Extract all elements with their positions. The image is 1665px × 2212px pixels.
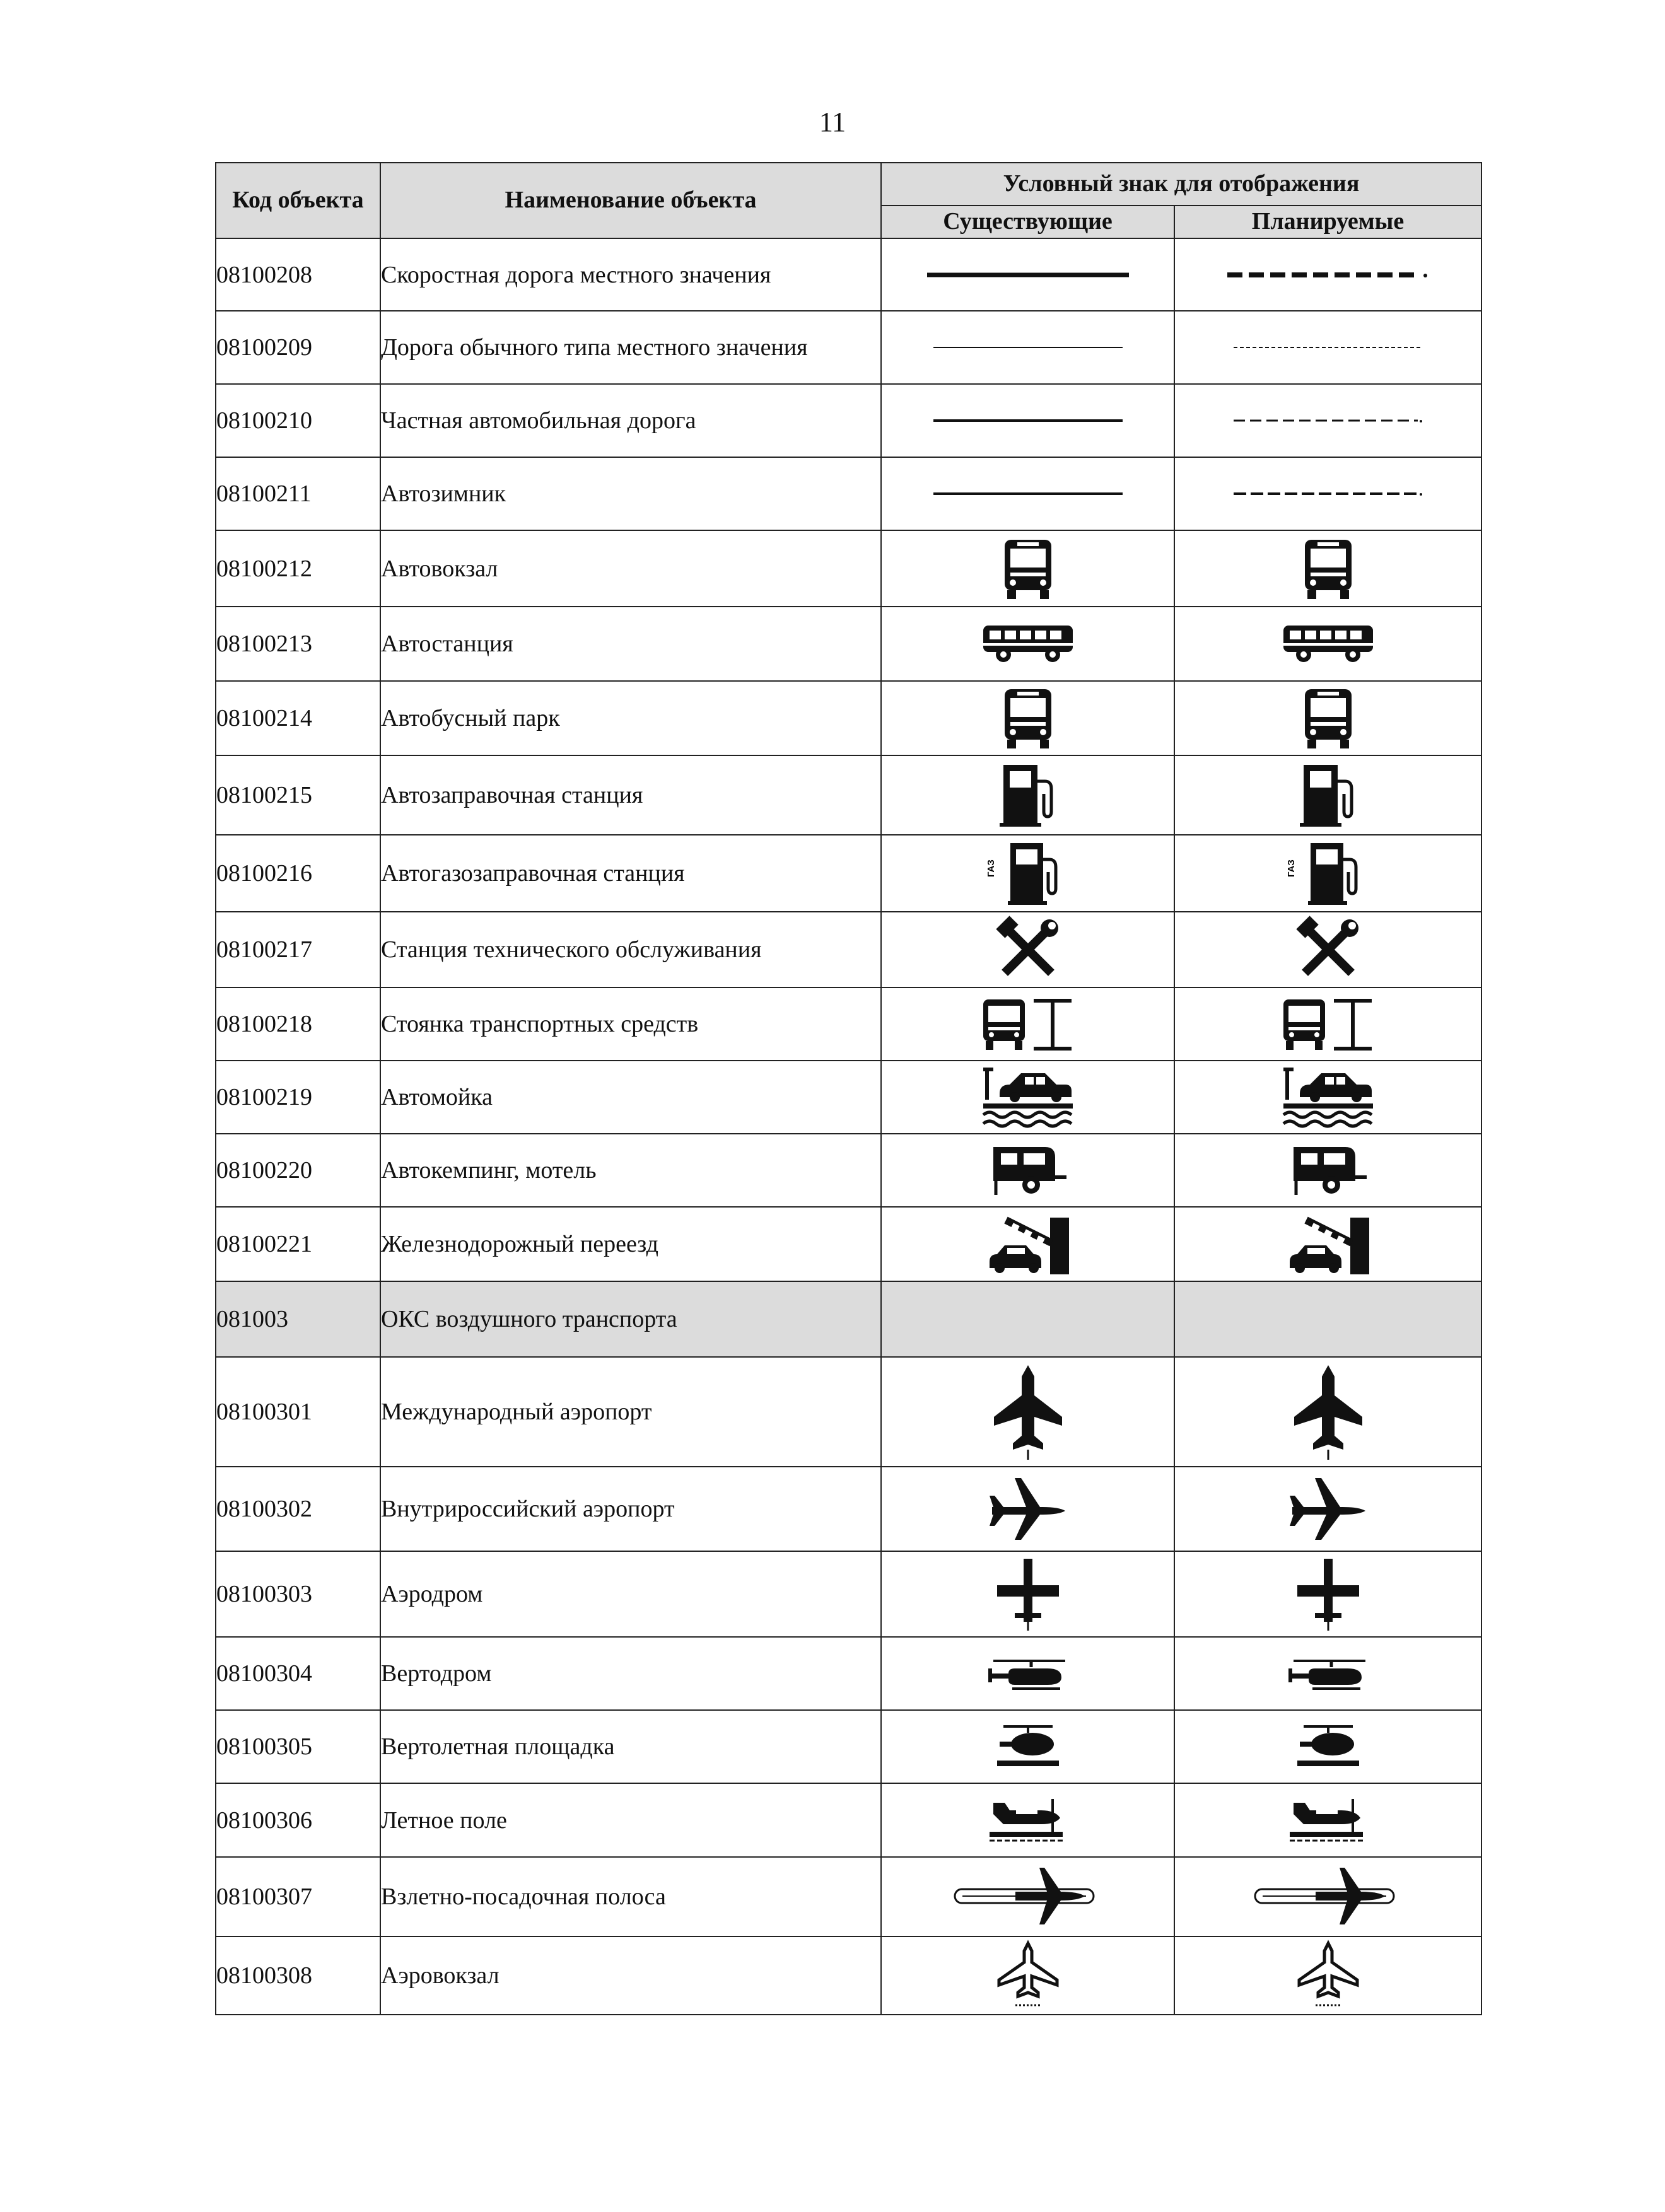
object-code: 08100213 (216, 607, 380, 681)
existing-symbol-cell (881, 987, 1174, 1061)
existing-symbol-cell (881, 1710, 1174, 1783)
object-name: Аэровокзал (380, 1936, 881, 2015)
object-code: 08100212 (216, 530, 380, 607)
gas-pump-icon (1285, 859, 1360, 878)
object-code: 08100218 (216, 987, 380, 1061)
object-name: Дорога обычного типа местного значения (380, 311, 881, 384)
railway-crossing-icon (1281, 1238, 1376, 1249)
object-name: Автобусный парк (380, 681, 881, 755)
table-row (216, 912, 1481, 987)
table-row (216, 1710, 1481, 1783)
table-row (216, 835, 1481, 912)
road-winter-line-icon (933, 488, 1123, 499)
wrench-hammer-icon (1297, 944, 1360, 955)
object-code: 08100305 (216, 1710, 380, 1783)
planned-symbol-cell (1174, 1783, 1481, 1857)
airfield-icon (1287, 1814, 1369, 1825)
table-row (216, 1467, 1481, 1551)
table-row (216, 238, 1481, 311)
object-name: Железнодорожный переезд (380, 1207, 881, 1281)
header-name: Наименование объекта (380, 163, 881, 238)
svg-text:ГАЗ: ГАЗ (1285, 859, 1297, 877)
existing-symbol-cell (881, 607, 1174, 681)
object-name: Взлетно-посадочная полоса (380, 1857, 881, 1936)
table-row (216, 1637, 1481, 1710)
object-code: 08100209 (216, 311, 380, 384)
object-code: 08100308 (216, 1936, 380, 2015)
object-name: Стоянка транспортных средств (380, 987, 881, 1061)
planned-symbol-cell (1174, 1281, 1481, 1357)
car-wash-icon (981, 1091, 1075, 1102)
helipad-icon (1294, 1741, 1363, 1752)
airplane-cross-icon (1294, 1588, 1363, 1599)
existing-symbol-cell (881, 238, 1174, 311)
car-wash-icon (1281, 1091, 1376, 1102)
bus-parking-icon (1281, 1018, 1376, 1029)
fuel-pump-icon (1300, 789, 1357, 800)
header-code: Код объекта (216, 163, 380, 238)
existing-symbol-cell (881, 1357, 1174, 1467)
existing-symbol-cell (881, 1281, 1174, 1357)
legend-table (215, 162, 1482, 2015)
airplane-large-icon (990, 1406, 1066, 1417)
svg-text:ГАЗ: ГАЗ (985, 859, 996, 877)
airplane-side-icon (1287, 1503, 1369, 1514)
object-code: 08100307 (216, 1857, 380, 1936)
legend-rows (216, 238, 1481, 2015)
airfield-icon (987, 1814, 1069, 1825)
object-code: 08100208 (216, 238, 380, 311)
bus-side-icon (1281, 638, 1376, 649)
object-name: Скоростная дорога местного значения (380, 238, 881, 311)
object-name: Автогазозаправочная станция (380, 835, 881, 912)
planned-symbol-cell (1174, 1551, 1481, 1637)
object-code: 08100221 (216, 1207, 380, 1281)
table-row (216, 607, 1481, 681)
object-code: 08100303 (216, 1551, 380, 1637)
existing-symbol-cell (881, 457, 1174, 530)
bus-front-icon (1002, 713, 1054, 723)
object-name: Частная автомобильная дорога (380, 384, 881, 457)
bus-parking-icon (981, 1018, 1075, 1029)
object-code: 08100211 (216, 457, 380, 530)
existing-symbol-cell (881, 681, 1174, 755)
planned-symbol-cell (1174, 1710, 1481, 1783)
object-name: Автовокзал (380, 530, 881, 607)
bus-side-icon (981, 638, 1075, 649)
planned-symbol-cell (1174, 835, 1481, 912)
table-row (216, 1357, 1481, 1467)
railway-crossing-icon (981, 1238, 1075, 1249)
object-code: 08100216 (216, 835, 380, 912)
object-name: Автокемпинг, мотель (380, 1134, 881, 1207)
existing-symbol-cell (881, 1207, 1174, 1281)
planned-symbol-cell (1174, 607, 1481, 681)
existing-symbol-cell (881, 1637, 1174, 1710)
table-row (216, 1134, 1481, 1207)
planned-symbol-cell (1174, 1637, 1481, 1710)
header-existing: Существующие (881, 206, 1174, 238)
object-name: Вертолетная площадка (380, 1710, 881, 1783)
road-thin-line-icon (933, 342, 1123, 352)
object-code: 08100220 (216, 1134, 380, 1207)
table-row (216, 311, 1481, 384)
road-medium-line-icon (933, 415, 1123, 426)
object-name: ОКС воздушного транспорта (380, 1281, 881, 1357)
runway-icon (952, 1891, 1104, 1902)
airplane-large-icon (1290, 1406, 1366, 1417)
existing-symbol-cell (881, 1783, 1174, 1857)
object-code: 08100217 (216, 912, 380, 987)
object-name: Летное поле (380, 1783, 881, 1857)
planned-symbol-cell (1174, 384, 1481, 457)
road-thick-line-icon (927, 269, 1129, 279)
existing-symbol-cell (881, 311, 1174, 384)
table-row (216, 1783, 1481, 1857)
object-code: 08100219 (216, 1061, 380, 1134)
header-symbol-group: Условный знак для отображения (881, 163, 1481, 206)
table-row (216, 681, 1481, 755)
table-row (216, 1551, 1481, 1637)
planned-symbol-cell (1174, 238, 1481, 311)
planned-symbol-cell (1174, 681, 1481, 755)
table-row (216, 457, 1481, 530)
gas-pump-icon (985, 859, 1060, 878)
bus-front-icon (1302, 562, 1354, 573)
table-row (216, 1936, 1481, 2015)
existing-symbol-cell (881, 1134, 1174, 1207)
existing-symbol-cell (881, 1467, 1174, 1551)
existing-symbol-cell (881, 912, 1174, 987)
object-name: Вертодром (380, 1637, 881, 1710)
airplane-cross-icon (993, 1588, 1063, 1599)
existing-symbol-cell (881, 1857, 1174, 1936)
planned-symbol-cell (1174, 1061, 1481, 1134)
object-code: 08100301 (216, 1357, 380, 1467)
table-row (216, 755, 1481, 835)
table-row (216, 1061, 1481, 1134)
helipad-icon (993, 1741, 1063, 1752)
object-name: Автозимник (380, 457, 881, 530)
planned-symbol-cell (1174, 1857, 1481, 1936)
planned-symbol-cell (1174, 1134, 1481, 1207)
object-code: 08100304 (216, 1637, 380, 1710)
existing-symbol-cell (881, 755, 1174, 835)
existing-symbol-cell (881, 1061, 1174, 1134)
runway-icon (1253, 1891, 1404, 1902)
page-number: 11 (819, 107, 846, 137)
object-code: 08100302 (216, 1467, 380, 1551)
object-name: Автостанция (380, 607, 881, 681)
road-winter-line-icon (1234, 488, 1423, 499)
road-medium-line-icon (1234, 415, 1423, 426)
object-name: Внутрироссийский аэропорт (380, 1467, 881, 1551)
fuel-pump-icon (1000, 789, 1056, 800)
road-thick-line-icon (1227, 269, 1429, 279)
road-thin-line-icon (1234, 342, 1423, 352)
planned-symbol-cell (1174, 1467, 1481, 1551)
airport-terminal-icon (990, 1970, 1066, 1981)
existing-symbol-cell (881, 835, 1174, 912)
object-code: 08100306 (216, 1783, 380, 1857)
existing-symbol-cell (881, 1936, 1174, 2015)
planned-symbol-cell (1174, 912, 1481, 987)
table-row (216, 1207, 1481, 1281)
existing-symbol-cell (881, 384, 1174, 457)
planned-symbol-cell (1174, 457, 1481, 530)
object-code: 08100215 (216, 755, 380, 835)
object-name: Автозаправочная станция (380, 755, 881, 835)
header-planned: Планируемые (1174, 206, 1481, 238)
bus-front-icon (1302, 713, 1354, 723)
wrench-hammer-icon (996, 944, 1060, 955)
planned-symbol-cell (1174, 1936, 1481, 2015)
helicopter-icon (1287, 1668, 1369, 1679)
airplane-side-icon (987, 1503, 1069, 1514)
table-row (216, 1857, 1481, 1936)
object-code: 08100214 (216, 681, 380, 755)
helicopter-icon (987, 1668, 1069, 1679)
bus-front-icon (1002, 562, 1054, 573)
planned-symbol-cell (1174, 1357, 1481, 1467)
planned-symbol-cell (1174, 755, 1481, 835)
airport-terminal-icon (1290, 1970, 1366, 1981)
planned-symbol-cell (1174, 987, 1481, 1061)
section-row (216, 1281, 1481, 1357)
table-row (216, 987, 1481, 1061)
table-row (216, 530, 1481, 607)
object-code: 08100210 (216, 384, 380, 457)
object-name: Станция технического обслуживания (380, 912, 881, 987)
planned-symbol-cell (1174, 1207, 1481, 1281)
object-code: 081003 (216, 1281, 380, 1357)
existing-symbol-cell (881, 1551, 1174, 1637)
camping-trailer-icon (1287, 1165, 1369, 1175)
planned-symbol-cell (1174, 530, 1481, 607)
camping-trailer-icon (987, 1165, 1069, 1175)
object-name: Автомойка (380, 1061, 881, 1134)
table-row (216, 384, 1481, 457)
planned-symbol-cell (1174, 311, 1481, 384)
object-name: Аэродром (380, 1551, 881, 1637)
object-name: Международный аэропорт (380, 1357, 881, 1467)
existing-symbol-cell (881, 530, 1174, 607)
